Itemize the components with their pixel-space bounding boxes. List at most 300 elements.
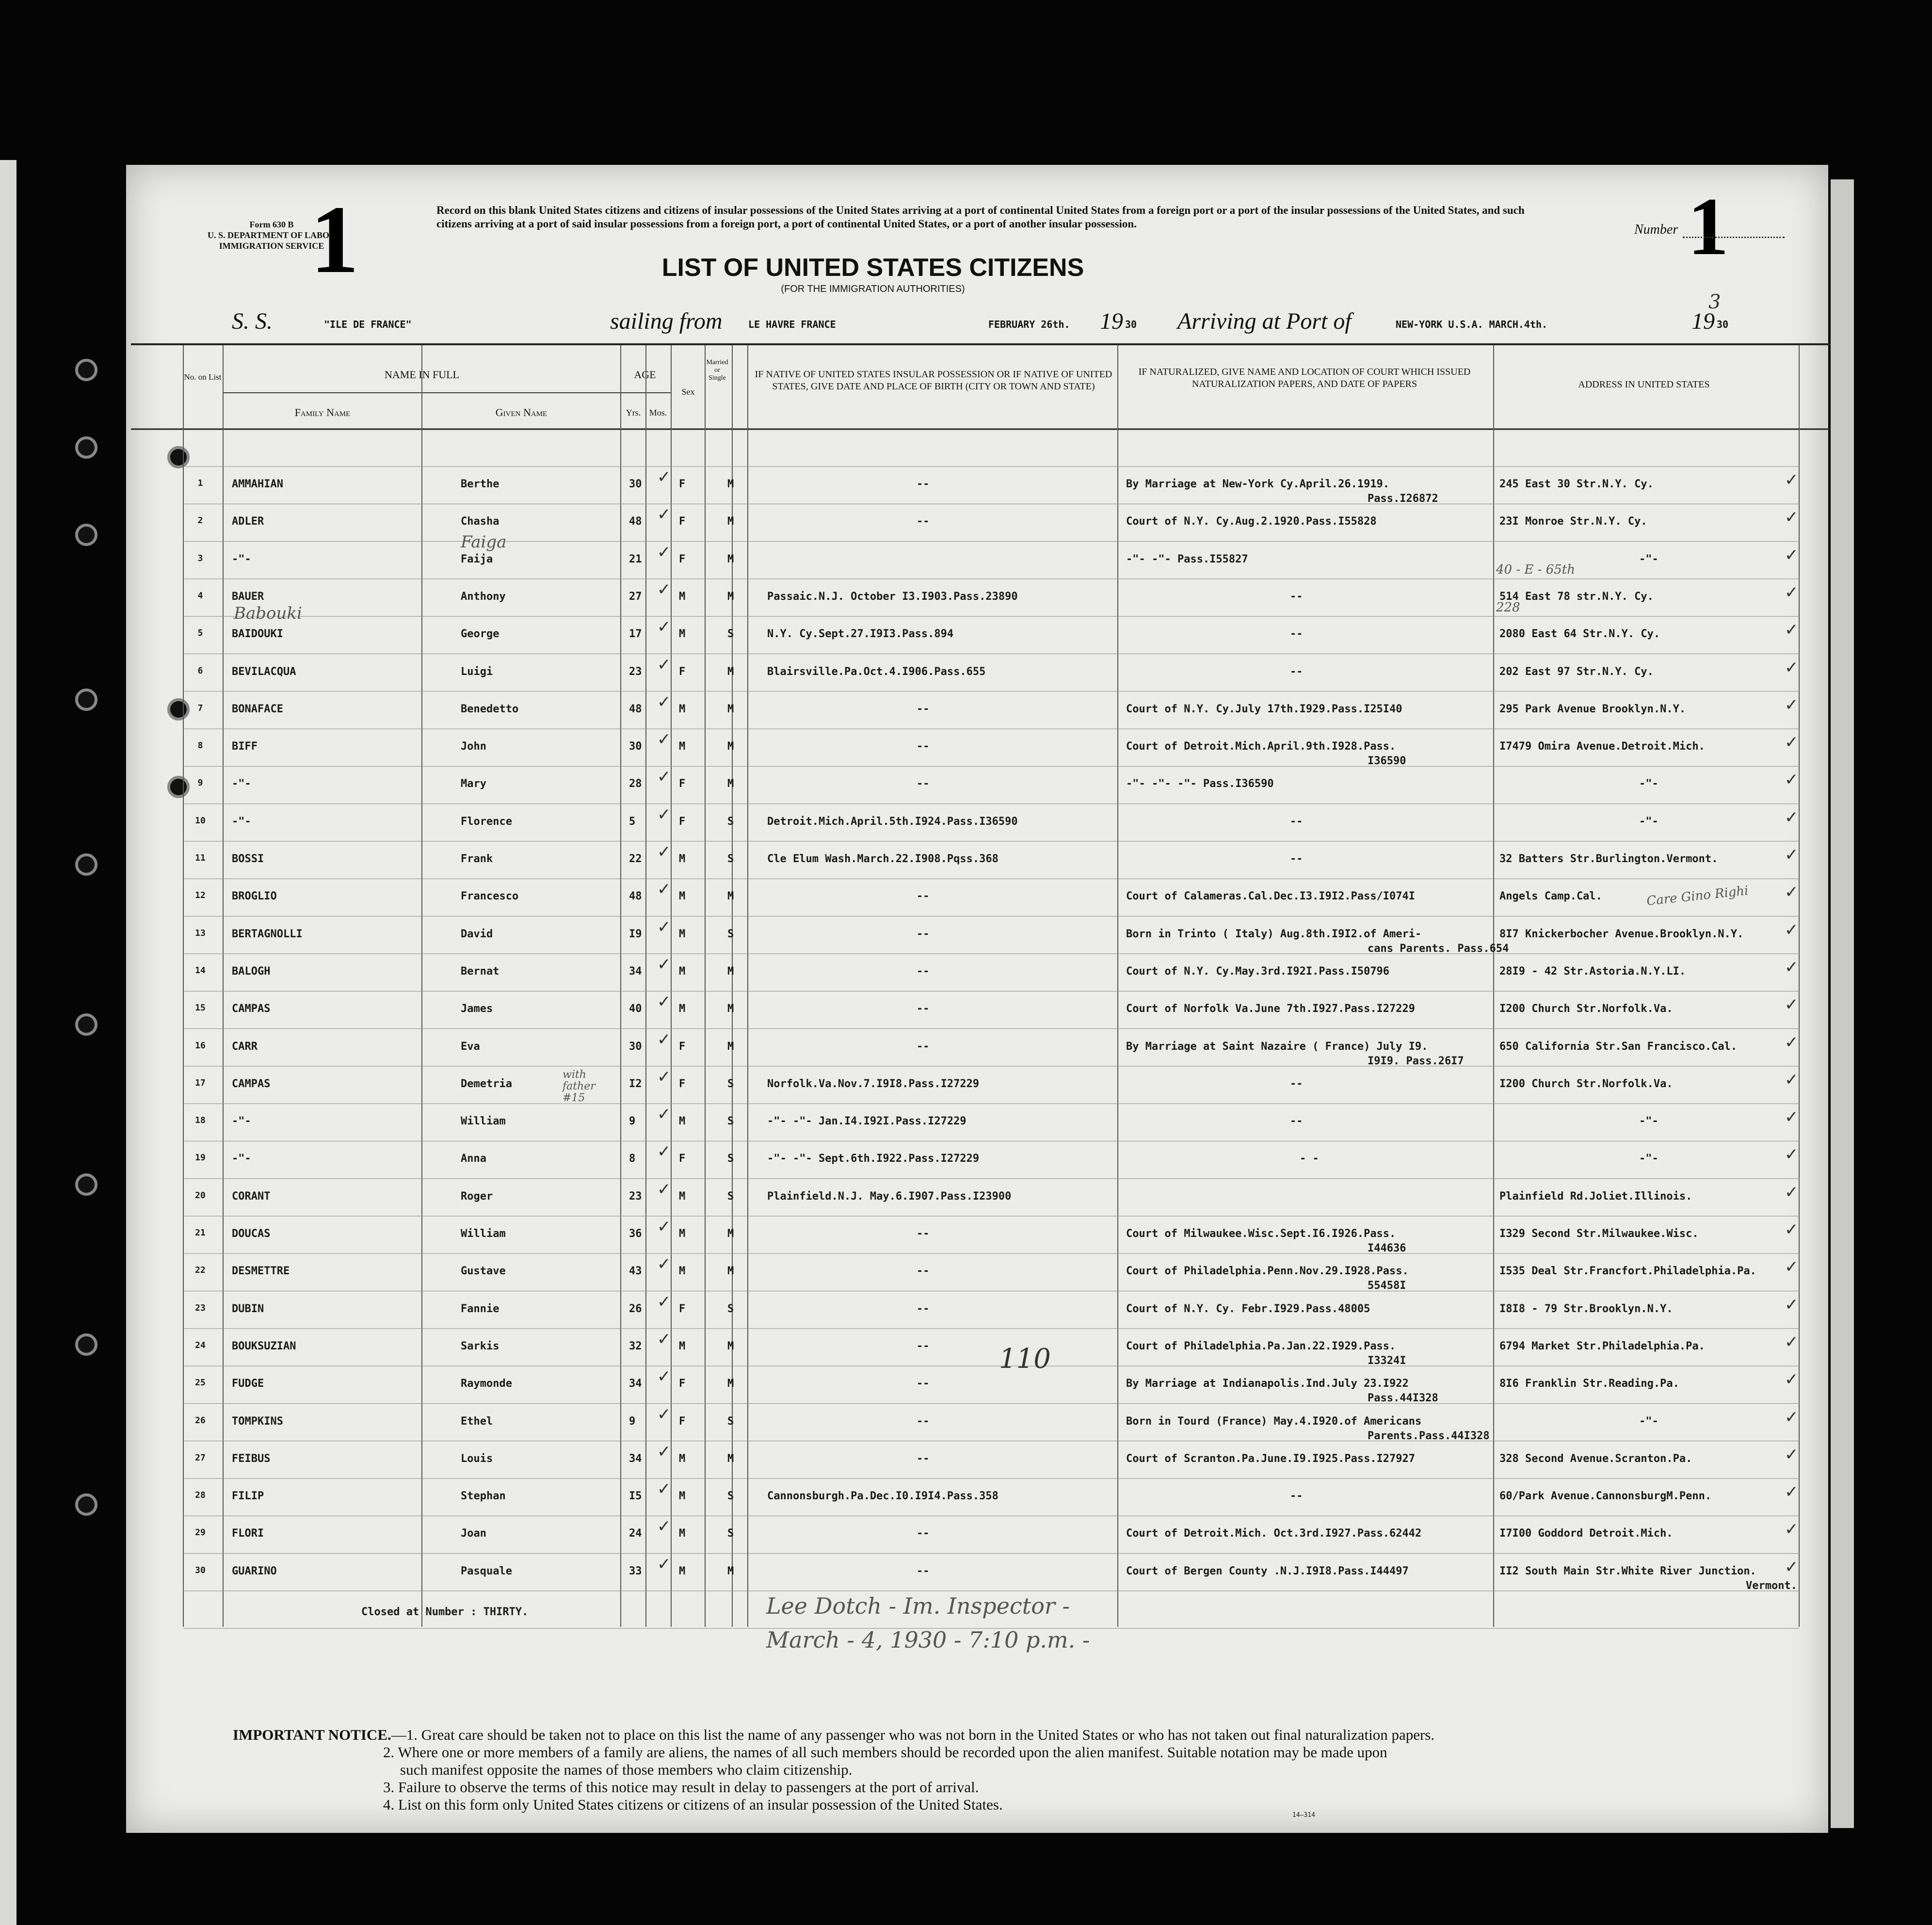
cell-sex: F bbox=[679, 478, 686, 490]
cell-birth: Detroit.Mich.April.5th.I924.Pass.I36590 bbox=[767, 815, 1018, 828]
cell-yrs: I9 bbox=[629, 928, 642, 940]
number-label: Number bbox=[1634, 222, 1678, 237]
table-row bbox=[0, 842, 1932, 870]
table-row bbox=[0, 1479, 1932, 1508]
check-mark-icon: ✓ bbox=[657, 1442, 671, 1461]
cell-ms: S bbox=[727, 1490, 734, 1503]
cell-nat1: -- bbox=[1290, 815, 1303, 828]
cell-ms: M bbox=[727, 1452, 734, 1465]
cell-given: Stephan bbox=[461, 1490, 506, 1503]
cell-addr1: -"- bbox=[1639, 1153, 1658, 1165]
cell-family: BROGLIO bbox=[232, 890, 277, 903]
check-mark-icon: ✓ bbox=[1785, 995, 1799, 1015]
check-mark-icon: ✓ bbox=[657, 579, 671, 599]
cell-nat1: - - bbox=[1300, 1153, 1319, 1165]
cell-sex: M bbox=[679, 628, 686, 641]
voyage-line bbox=[232, 291, 1774, 337]
cell-ms: M bbox=[727, 665, 734, 678]
check-mark-icon: ✓ bbox=[657, 1554, 671, 1574]
cell-given: Roger bbox=[461, 1190, 493, 1203]
form-code: 14—314 bbox=[1292, 1812, 1315, 1819]
cell-given: Louis bbox=[461, 1452, 493, 1465]
check-mark-icon: ✓ bbox=[1785, 1220, 1799, 1239]
cell-ms: M bbox=[727, 1228, 734, 1240]
cell-birth: Cannonsburgh.Pa.Dec.I0.I9I4.Pass.358 bbox=[767, 1490, 998, 1503]
cell-sex: F bbox=[679, 1378, 686, 1390]
sailing-from-label: sailing from bbox=[610, 308, 723, 334]
check-mark-icon: ✓ bbox=[657, 655, 671, 674]
cell-no: 24 bbox=[195, 1340, 206, 1350]
cell-family: BAIDOUKI bbox=[232, 628, 283, 641]
form-number: Form 630 B bbox=[249, 220, 294, 229]
cell-given: David bbox=[461, 928, 493, 940]
cell-no: 22 bbox=[195, 1265, 206, 1276]
table-row bbox=[0, 1442, 1932, 1470]
cell-sex: F bbox=[679, 553, 686, 565]
cell-yrs: 30 bbox=[629, 740, 642, 753]
cell-birth: Plainfield.N.J. May.6.I907.Pass.I23900 bbox=[767, 1190, 1012, 1203]
check-mark-icon: ✓ bbox=[657, 1367, 671, 1387]
cell-yrs: 43 bbox=[629, 1265, 642, 1278]
check-mark-icon: ✓ bbox=[1785, 1444, 1799, 1464]
check-mark-icon: ✓ bbox=[1785, 1482, 1799, 1502]
notice-label: IMPORTANT NOTICE. bbox=[233, 1726, 391, 1743]
cell-ms: S bbox=[727, 1190, 734, 1203]
handwritten-count: 110 bbox=[999, 1343, 1051, 1375]
cell-sex: M bbox=[679, 703, 686, 715]
check-mark-icon: ✓ bbox=[1785, 770, 1799, 790]
cell-birth: -"- -"- Jan.I4.I92I.Pass.I27229 bbox=[767, 1115, 966, 1128]
table-row bbox=[0, 880, 1932, 908]
cell-given: William bbox=[461, 1115, 506, 1128]
cell-yrs: 27 bbox=[629, 590, 642, 603]
cell-family: BERTAGNOLLI bbox=[232, 928, 303, 940]
check-mark-icon: ✓ bbox=[1785, 470, 1799, 490]
binder-hole-icon bbox=[75, 436, 97, 459]
check-mark-icon: ✓ bbox=[657, 1517, 671, 1537]
cell-yrs: 33 bbox=[629, 1565, 642, 1577]
cell-addr1: I329 Second Str.Milwaukee.Wisc. bbox=[1499, 1228, 1699, 1240]
cell-birth: -- bbox=[917, 740, 930, 753]
check-mark-icon: ✓ bbox=[657, 1142, 671, 1162]
cell-given: William bbox=[461, 1228, 506, 1240]
handwritten-care-of: Care Gino Righi bbox=[1646, 883, 1749, 909]
check-mark-icon: ✓ bbox=[1785, 1370, 1799, 1390]
arrival-year-prefix: 19 bbox=[1691, 308, 1715, 334]
cell-ms: M bbox=[727, 553, 734, 565]
cell-given: Berthe bbox=[461, 478, 499, 490]
table-row bbox=[0, 804, 1932, 833]
cell-yrs: 40 bbox=[629, 1003, 642, 1015]
check-mark-icon: ✓ bbox=[1785, 1182, 1799, 1202]
check-mark-icon: ✓ bbox=[657, 1254, 671, 1274]
cell-family: ADLER bbox=[232, 515, 264, 528]
check-mark-icon: ✓ bbox=[1785, 1407, 1799, 1427]
cell-given: Gustave bbox=[461, 1265, 506, 1278]
arriving-label: Arriving at Port of bbox=[1177, 308, 1352, 334]
cell-family: GUARINO bbox=[232, 1565, 277, 1577]
check-mark-icon: ✓ bbox=[1785, 1332, 1799, 1352]
sailing-year: 30 bbox=[1125, 319, 1137, 330]
cell-sex: M bbox=[679, 1490, 686, 1503]
cell-birth: Passaic.N.J. October I3.I903.Pass.23890 bbox=[767, 590, 1018, 603]
cell-addr1: I200 Church Str.Norfolk.Va. bbox=[1499, 1003, 1673, 1015]
cell-nat1: Court of N.Y. Cy. Febr.I929.Pass.48005 bbox=[1126, 1302, 1370, 1315]
cell-ms: S bbox=[727, 928, 734, 940]
cell-given: Fannie bbox=[461, 1302, 499, 1315]
check-mark-icon: ✓ bbox=[1785, 1257, 1799, 1277]
cell-sex: F bbox=[679, 515, 686, 528]
cell-ms: S bbox=[727, 1527, 734, 1540]
check-mark-icon: ✓ bbox=[1785, 733, 1799, 753]
cell-family: BOUKSUZIAN bbox=[232, 1340, 296, 1352]
handwritten-with-father: with father #15 bbox=[563, 1069, 596, 1104]
cell-birth: -- bbox=[917, 890, 930, 903]
cell-yrs: I2 bbox=[629, 1077, 642, 1090]
table-row bbox=[0, 1067, 1932, 1095]
check-mark-icon: ✓ bbox=[657, 1179, 671, 1199]
cell-nat1: Court of Philadelphia.Penn.Nov.29.I928.Pass. bbox=[1126, 1265, 1409, 1278]
cell-no: 20 bbox=[195, 1190, 206, 1201]
cell-yrs: 9 bbox=[629, 1115, 636, 1128]
cell-yrs: 32 bbox=[629, 1340, 642, 1352]
check-mark-icon: ✓ bbox=[657, 767, 671, 787]
cell-family: BIFF bbox=[232, 740, 258, 753]
cell-no: 21 bbox=[195, 1228, 206, 1238]
cell-birth: -- bbox=[917, 1378, 930, 1390]
cell-nat1: Court of Detroit.Mich.April.9th.I928.Pass. bbox=[1126, 740, 1396, 753]
cell-nat1: By Marriage at New-York Cy.April.26.1919. bbox=[1126, 478, 1390, 490]
cell-yrs: 30 bbox=[629, 478, 642, 490]
cell-yrs: 21 bbox=[629, 553, 642, 565]
cell-family: -"- bbox=[232, 553, 251, 565]
cell-ms: M bbox=[727, 1378, 734, 1390]
check-mark-icon: ✓ bbox=[657, 917, 671, 937]
cell-family: TOMPKINS bbox=[232, 1415, 283, 1428]
cell-yrs: 34 bbox=[629, 1452, 642, 1465]
cell-no: 30 bbox=[195, 1565, 206, 1575]
table-row bbox=[0, 1217, 1932, 1254]
cell-no: 7 bbox=[197, 703, 203, 713]
cell-given: Bernat bbox=[461, 965, 499, 978]
check-mark-icon: ✓ bbox=[657, 1029, 671, 1049]
cell-given: Francesco bbox=[461, 890, 519, 903]
cell-family: -"- bbox=[232, 1115, 251, 1128]
cell-birth: -- bbox=[917, 515, 930, 528]
check-mark-icon: ✓ bbox=[657, 505, 671, 525]
binder-hole-icon bbox=[75, 359, 97, 381]
col-married-single: Married or Single bbox=[706, 359, 728, 382]
cell-nat1: -- bbox=[1290, 590, 1303, 603]
cell-nat2: Pass.I26872 bbox=[1368, 493, 1438, 505]
cell-addr1: I200 Church Str.Norfolk.Va. bbox=[1499, 1077, 1673, 1090]
ss-label: S. S. bbox=[232, 308, 273, 334]
cell-ms: M bbox=[727, 1565, 734, 1577]
cell-given: Luigi bbox=[461, 665, 493, 678]
page-subtitle: (FOR THE IMMIGRATION AUTHORITIES) bbox=[781, 284, 965, 294]
handwritten-address-number: 228 bbox=[1496, 600, 1520, 615]
cell-given: Faija bbox=[461, 553, 493, 565]
cell-no: 28 bbox=[195, 1490, 206, 1501]
cell-ms: M bbox=[727, 778, 734, 790]
cell-sex: M bbox=[679, 1115, 686, 1128]
cell-nat1: -- bbox=[1290, 1077, 1303, 1090]
cell-no: 3 bbox=[197, 553, 203, 563]
sheet-number-mark: 1 bbox=[310, 186, 359, 293]
cell-given: George bbox=[461, 628, 499, 641]
cell-nat1: -- bbox=[1290, 1490, 1303, 1503]
cell-sex: F bbox=[679, 1040, 686, 1053]
check-mark-icon: ✓ bbox=[657, 1292, 671, 1312]
notice-item-2: 2. Where one or more members of a family are aliens, the names of all such members should be recorded upon the alien manifest. Suitable notation may be made upon bbox=[383, 1744, 1387, 1761]
table-row bbox=[0, 1404, 1932, 1442]
check-mark-icon: ✓ bbox=[1785, 920, 1799, 940]
check-mark-icon: ✓ bbox=[1785, 957, 1799, 977]
cell-addr1: 514 East 78 str.N.Y. Cy. bbox=[1499, 590, 1654, 603]
cell-nat1: -"- -"- -"- Pass.I36590 bbox=[1126, 778, 1274, 790]
cell-birth: Cle Elum Wash.March.22.I908.Pqss.368 bbox=[767, 853, 998, 865]
cell-yrs: 48 bbox=[629, 515, 642, 528]
cell-sex: F bbox=[679, 1077, 686, 1090]
cell-family: FLORI bbox=[232, 1527, 264, 1540]
cell-sex: M bbox=[679, 1452, 686, 1465]
check-mark-icon: ✓ bbox=[657, 692, 671, 712]
cell-given: Demetria bbox=[461, 1077, 512, 1090]
cell-sex: M bbox=[679, 590, 686, 603]
cell-yrs: 48 bbox=[629, 890, 642, 903]
ship-name: "ILE DE FRANCE" bbox=[324, 319, 412, 330]
check-mark-icon: ✓ bbox=[1785, 1145, 1799, 1165]
cell-ms: S bbox=[727, 853, 734, 865]
cell-sex: M bbox=[679, 1003, 686, 1015]
handwritten-address-correction: 40 - E - 65th bbox=[1496, 562, 1575, 577]
cell-yrs: 36 bbox=[629, 1228, 642, 1240]
cell-family: CAMPAS bbox=[232, 1003, 271, 1015]
cell-ms: S bbox=[727, 1077, 734, 1090]
cell-no: 27 bbox=[195, 1452, 206, 1463]
cell-nat2: Pass.44I328 bbox=[1368, 1392, 1438, 1405]
cell-family: DOUCAS bbox=[232, 1228, 271, 1240]
cell-nat1: Court of Scranton.Pa.June.I9.I925.Pass.I27927 bbox=[1126, 1452, 1416, 1465]
cell-ms: S bbox=[727, 1115, 734, 1128]
cell-yrs: 9 bbox=[629, 1415, 636, 1428]
cell-nat2: I3324I bbox=[1368, 1354, 1406, 1367]
binder-hole-icon bbox=[167, 446, 190, 468]
cell-no: 12 bbox=[195, 890, 206, 901]
check-mark-icon: ✓ bbox=[1785, 1557, 1799, 1577]
check-mark-icon: ✓ bbox=[657, 1067, 671, 1087]
cell-given: Pasquale bbox=[461, 1565, 512, 1577]
cell-addr1: 28I9 - 42 Str.Astoria.N.Y.LI. bbox=[1499, 965, 1686, 978]
cell-addr1: Angels Camp.Cal. bbox=[1499, 890, 1602, 903]
cell-sex: M bbox=[679, 965, 686, 978]
cell-no: 2 bbox=[197, 515, 203, 526]
cell-family: BALOGH bbox=[232, 965, 271, 978]
check-mark-icon: ✓ bbox=[1785, 1032, 1799, 1052]
cell-given: John bbox=[461, 740, 486, 753]
check-mark-icon: ✓ bbox=[657, 617, 671, 637]
cell-yrs: 23 bbox=[629, 1190, 642, 1203]
cell-no: 29 bbox=[195, 1527, 206, 1538]
cell-yrs: 30 bbox=[629, 1040, 642, 1053]
cell-no: 17 bbox=[195, 1077, 206, 1088]
cell-addr1: II2 South Main Str.White River Junction. bbox=[1499, 1565, 1756, 1577]
table-row bbox=[0, 1517, 1932, 1545]
cell-birth: Blairsville.Pa.Oct.4.I906.Pass.655 bbox=[767, 665, 986, 678]
cell-no: 18 bbox=[195, 1115, 206, 1126]
cell-nat1: Court of Milwaukee.Wisc.Sept.I6.I926.Pass. bbox=[1126, 1228, 1396, 1240]
cell-family: CARR bbox=[232, 1040, 258, 1053]
col-given-name: Given Name bbox=[495, 406, 547, 418]
cell-birth: N.Y. Cy.Sept.27.I9I3.Pass.894 bbox=[767, 628, 954, 641]
departure-port: LE HAVRE FRANCE bbox=[748, 319, 836, 330]
cell-nat1: -- bbox=[1290, 665, 1303, 678]
notice-item-3: 3. Failure to observe the terms of this notice may result in delay to passengers at the port of arrival. bbox=[383, 1779, 979, 1796]
table-row bbox=[0, 1142, 1932, 1170]
cell-no: 13 bbox=[195, 928, 206, 938]
cell-addr1: I7479 Omira Avenue.Detroit.Mich. bbox=[1499, 740, 1705, 753]
cell-no: 4 bbox=[197, 590, 203, 601]
cell-family: BONAFACE bbox=[232, 703, 283, 715]
table-row bbox=[0, 1367, 1932, 1405]
table-row bbox=[0, 1029, 1932, 1067]
col-no-on-list: No. on List bbox=[184, 372, 222, 382]
notice-item-1: 1. Great care should be taken not to place on this list the name of any passenger who was not born in the United States or who has not taken out final naturalization papers. bbox=[406, 1726, 1435, 1743]
cell-addr1: I535 Deal Str.Francfort.Philadelphia.Pa. bbox=[1499, 1265, 1756, 1278]
cell-addr1: I8I8 - 79 Str.Brooklyn.N.Y. bbox=[1499, 1302, 1673, 1315]
cell-addr1: 650 California Str.San Francisco.Cal. bbox=[1499, 1040, 1738, 1053]
cell-birth: -- bbox=[917, 1415, 930, 1428]
cell-nat1: By Marriage at Indianapolis.Ind.July 23.I922 bbox=[1126, 1378, 1409, 1390]
cell-nat1: -- bbox=[1290, 853, 1303, 865]
cell-sex: M bbox=[679, 1527, 686, 1540]
cell-birth: -- bbox=[917, 1265, 930, 1278]
check-mark-icon: ✓ bbox=[1785, 508, 1799, 528]
cell-yrs: 28 bbox=[629, 778, 642, 790]
cell-given: Benedetto bbox=[461, 703, 519, 715]
cell-no: 15 bbox=[195, 1003, 206, 1013]
cell-ms: S bbox=[727, 628, 734, 641]
cell-sex: F bbox=[679, 665, 686, 678]
closed-at-number: Closed at Number : THIRTY. bbox=[361, 1606, 529, 1618]
cell-nat2: cans Parents. Pass.654 bbox=[1368, 942, 1509, 955]
cell-birth: -- bbox=[917, 1228, 930, 1240]
cell-sex: F bbox=[679, 815, 686, 828]
cell-family: FEIBUS bbox=[232, 1452, 271, 1465]
cell-addr1: 245 East 30 Str.N.Y. Cy. bbox=[1499, 478, 1654, 490]
cell-nat1: Court of Detroit.Mich. Oct.3rd.I927.Pass.62442 bbox=[1126, 1527, 1422, 1540]
cell-ms: M bbox=[727, 1265, 734, 1278]
table-row bbox=[0, 655, 1932, 683]
cell-birth: -"- -"- Sept.6th.I922.Pass.I27229 bbox=[767, 1153, 980, 1165]
cell-family: FUDGE bbox=[232, 1378, 264, 1390]
list-number-mark: 1 bbox=[1688, 181, 1729, 272]
handwritten-babouki: Babouki bbox=[234, 604, 302, 623]
cell-addr1: 60/Park Avenue.CannonsburgM.Penn. bbox=[1499, 1490, 1712, 1503]
table-row bbox=[0, 954, 1932, 983]
page-title: LIST OF UNITED STATES CITIZENS bbox=[661, 254, 1084, 282]
cell-no: 8 bbox=[197, 740, 203, 751]
important-notice: IMPORTANT NOTICE.—1. Great care should be taken not to place on this list the name of any passenger who was not born in the United States or who has not taken out final naturalization papers. 2. Where one or more members of a family are aliens, the names of all such members should be recorded upon the alien manifest. Suitable notation may be made upon such manifest opposite the names of those members who claim citizenship. 3. Failure to observe the terms of this notice may result in delay to passengers at the port of arrival. 4. List on this form only United States citizens or citizens of an insular possession of the United States. bbox=[233, 1726, 1804, 1813]
cell-nat1: Court of Bergen County .N.J.I9I8.Pass.I44497 bbox=[1126, 1565, 1409, 1577]
cell-addr1: -"- bbox=[1639, 1415, 1658, 1428]
sailing-date: FEBRUARY 26th. bbox=[988, 319, 1070, 330]
check-mark-icon: ✓ bbox=[657, 1105, 671, 1124]
cell-addr1: I7I00 Goddord Detroit.Mich. bbox=[1499, 1527, 1673, 1540]
cell-no: 26 bbox=[195, 1415, 206, 1426]
col-address: ADDRESS IN UNITED STATES bbox=[1578, 379, 1710, 390]
cell-ms: S bbox=[727, 1415, 734, 1428]
cell-family: BEVILACQUA bbox=[232, 665, 296, 678]
cell-birth: -- bbox=[917, 965, 930, 978]
cell-nat1: Court of N.Y. Cy.May.3rd.I92I.Pass.I50796 bbox=[1126, 965, 1390, 978]
cell-family: DESMETTRE bbox=[232, 1265, 290, 1278]
cell-sex: M bbox=[679, 1228, 686, 1240]
cell-birth: -- bbox=[917, 1452, 930, 1465]
check-mark-icon: ✓ bbox=[1785, 845, 1799, 865]
cell-sex: M bbox=[679, 1190, 686, 1203]
inspector-signature: Lee Dotch - Im. Inspector - bbox=[766, 1593, 1070, 1619]
cell-sex: M bbox=[679, 1265, 686, 1278]
department-name: U. S. DEPARTMENT OF LABOR bbox=[207, 230, 336, 240]
cell-nat1: Born in Trinto ( Italy) Aug.8th.I9I2.of Ameri- bbox=[1126, 928, 1422, 940]
cell-family: FILIP bbox=[232, 1490, 264, 1503]
signature-date-time: March - 4, 1930 - 7:10 p.m. - bbox=[766, 1627, 1090, 1653]
cell-sex: F bbox=[679, 778, 686, 790]
cell-no: 25 bbox=[195, 1378, 206, 1388]
check-mark-icon: ✓ bbox=[657, 880, 671, 899]
cell-addr2: Vermont. bbox=[1746, 1579, 1797, 1592]
cell-family: -"- bbox=[232, 778, 251, 790]
cell-nat1: -- bbox=[1290, 628, 1303, 641]
table-row bbox=[0, 467, 1932, 505]
cell-yrs: 5 bbox=[629, 815, 636, 828]
cell-addr1: Plainfield Rd.Joliet.Illinois. bbox=[1499, 1190, 1692, 1203]
cell-addr1: -"- bbox=[1639, 553, 1658, 565]
check-mark-icon: ✓ bbox=[657, 804, 671, 824]
cell-no: 9 bbox=[197, 778, 203, 788]
cell-nat1: Court of Norfolk Va.June 7th.I927.Pass.I27229 bbox=[1126, 1003, 1416, 1015]
cell-no: 5 bbox=[197, 628, 203, 639]
cell-birth: -- bbox=[917, 478, 930, 490]
cell-birth: Norfolk.Va.Nov.7.I9I8.Pass.I27229 bbox=[767, 1077, 980, 1090]
cell-addr1: -"- bbox=[1639, 778, 1658, 790]
cell-birth: -- bbox=[917, 703, 930, 715]
cell-sex: M bbox=[679, 1565, 686, 1577]
cell-yrs: 22 bbox=[629, 853, 642, 865]
cell-ms: M bbox=[727, 478, 734, 490]
check-mark-icon: ✓ bbox=[1785, 1520, 1799, 1540]
check-mark-icon: ✓ bbox=[1785, 658, 1799, 677]
cell-birth: -- bbox=[917, 1340, 930, 1352]
arrival-year: 30 bbox=[1717, 319, 1729, 330]
arrival-year-handwritten: 3 bbox=[1708, 291, 1721, 313]
cell-sex: F bbox=[679, 1415, 686, 1428]
cell-no: 1 bbox=[197, 478, 203, 488]
col-naturalized: IF NATURALIZED, GIVE NAME AND LOCATION OF COURT WHICH ISSUED NATURALIZATION PAPERS, AND DATE OF PAPERS bbox=[1138, 367, 1471, 389]
cell-ms: M bbox=[727, 740, 734, 753]
cell-sex: M bbox=[679, 890, 686, 903]
cell-yrs: 23 bbox=[629, 665, 642, 678]
handwritten-faiga: Faiga bbox=[461, 532, 507, 552]
cell-no: 14 bbox=[195, 965, 206, 976]
table-row bbox=[0, 767, 1932, 795]
cell-addr1: 2080 East 64 Str.N.Y. Cy. bbox=[1499, 628, 1660, 641]
cell-given: Anthony bbox=[461, 590, 506, 603]
cell-addr1: -"- bbox=[1639, 815, 1658, 828]
check-mark-icon: ✓ bbox=[657, 1329, 671, 1349]
col-sex: Sex bbox=[681, 387, 695, 397]
